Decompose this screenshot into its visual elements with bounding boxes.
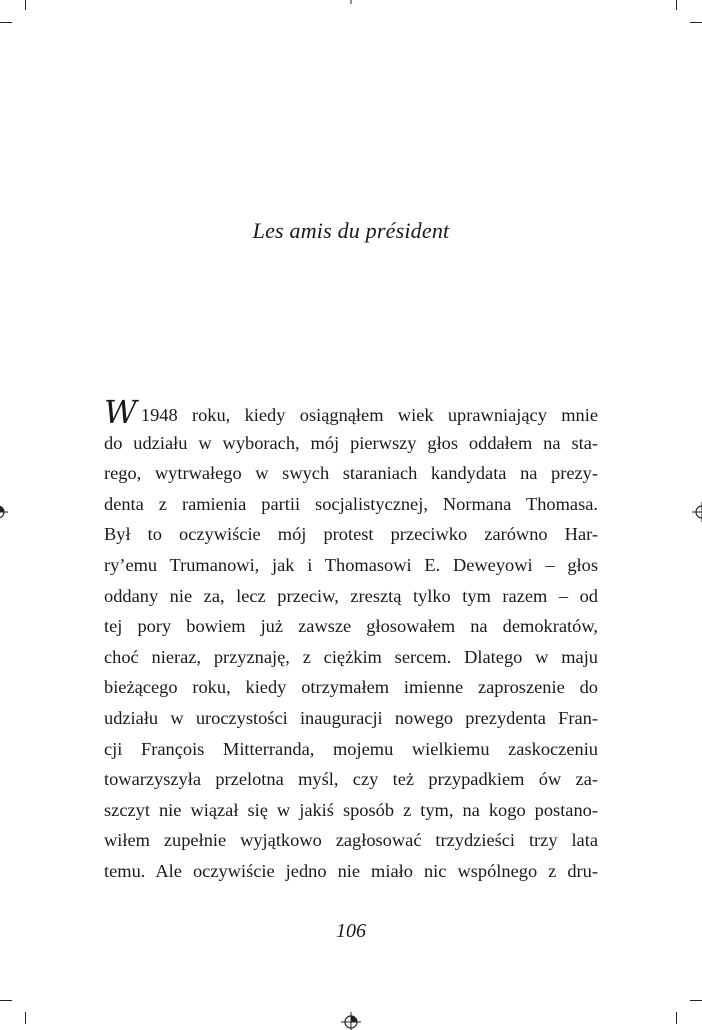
registration-mark-bottom-icon <box>339 1010 363 1030</box>
chapter-title: Les amis du président <box>252 218 450 243</box>
body-line: W 1948 roku, kiedy osiągnąłem wiek uprawniający mnie <box>104 393 598 431</box>
crop-mark-bottom-right-icon <box>690 1000 702 1001</box>
body-line: denta z ramienia partii socjalistycznej, Normana Thomasa. <box>104 493 598 514</box>
registration-mark-top-icon <box>339 0 363 10</box>
crop-mark-bottom-right-vertical-icon <box>676 1012 677 1024</box>
body-line: towarzyszyła przelotna myśl, czy też przypadkiem ów za- <box>104 769 598 790</box>
body-line: szczyt nie wiązał się w jakiś sposób z tym, na kogo postano- <box>104 799 598 820</box>
crop-mark-top-right-icon <box>690 22 702 23</box>
body-line: ry’emu Trumanowi, jak i Thomasowi E. Deweyowi – głos <box>104 554 598 575</box>
body-paragraph <box>104 393 598 887</box>
page-number: 106 <box>336 920 366 942</box>
body-line: oddany nie za, lecz przeciw, zresztą tylko tym razem – od <box>104 585 598 606</box>
crop-mark-top-left-vertical-icon <box>25 0 26 10</box>
drop-cap: W <box>104 393 137 431</box>
crop-mark-top-right-vertical-icon <box>676 0 677 10</box>
body-line: udziału w uroczystości inauguracji nowego prezydenta Fran- <box>104 707 598 728</box>
crop-mark-top-left-icon <box>0 22 12 23</box>
crop-mark-bottom-left-vertical-icon <box>25 1012 26 1024</box>
body-line: tej pory bowiem już zawsze głosowałem na demokratów, <box>104 616 598 637</box>
body-line: do udziału w wyborach, mój pierwszy głos oddałem na sta- <box>104 432 598 453</box>
body-line: wiłem zupełnie wyjątkowo zagłosować trzydzieści trzy lata <box>104 830 598 851</box>
registration-mark-left-icon <box>0 500 12 524</box>
registration-mark-right-icon <box>690 500 702 524</box>
body-line: temu. Ale oczywiście jedno nie miało nic wspólnego z dru- <box>104 860 598 881</box>
body-line: rego, wytrwałego w swych staraniach kandydata na prezy- <box>104 463 598 484</box>
crop-mark-bottom-left-icon <box>0 1000 12 1001</box>
body-line: Był to oczywiście mój protest przeciwko zarówno Har- <box>104 524 598 545</box>
body-line: cji François Mitterranda, mojemu wielkiemu zaskoczeniu <box>104 738 598 759</box>
body-line: choć nieraz, przyznaję, z ciężkim sercem. Dlatego w maju <box>104 646 598 667</box>
body-line: bieżącego roku, kiedy otrzymałem imienne zaproszenie do <box>104 677 598 698</box>
